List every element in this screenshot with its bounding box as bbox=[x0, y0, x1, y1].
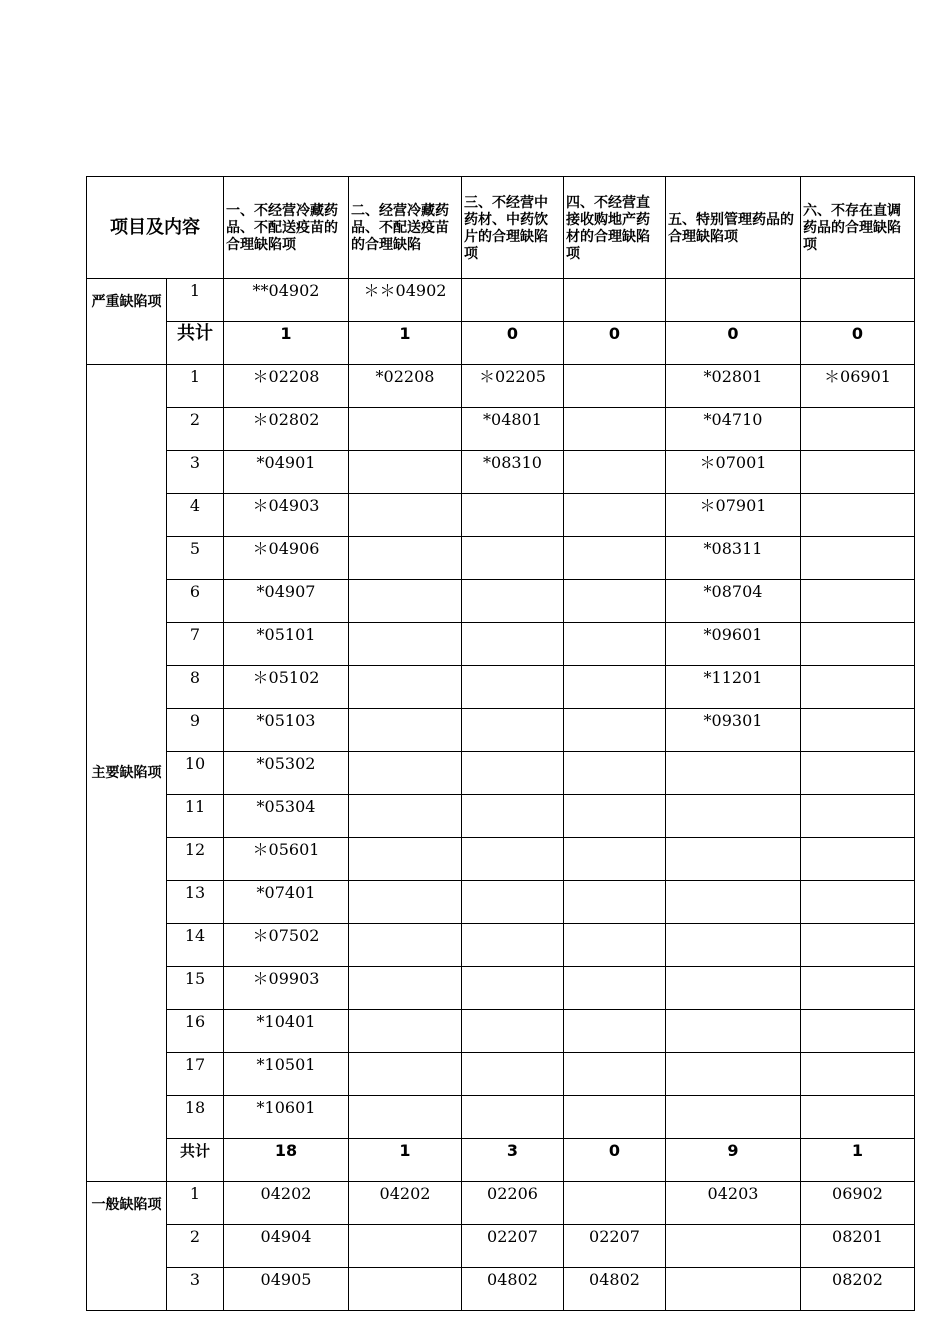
serious-total-row bbox=[87, 322, 915, 365]
defect-code-cell: ＊07001 bbox=[666, 451, 801, 494]
defect-code-cell bbox=[666, 1225, 801, 1268]
row-number: 16 bbox=[167, 1010, 224, 1053]
defect-code-cell: 08201 bbox=[801, 1225, 915, 1268]
total-label: 共计 bbox=[167, 1139, 224, 1182]
defect-code-cell bbox=[462, 752, 564, 795]
defect-code-cell: ＊02205 bbox=[462, 365, 564, 408]
total-label: 共计 bbox=[167, 322, 224, 365]
defect-code-cell bbox=[349, 924, 462, 967]
row-number: 9 bbox=[167, 709, 224, 752]
defect-code-cell bbox=[564, 881, 666, 924]
total-value: 9 bbox=[666, 1139, 801, 1182]
defect-code-cell bbox=[349, 494, 462, 537]
major-row bbox=[87, 537, 915, 580]
major-section-label: 主要缺陷项 bbox=[87, 365, 167, 1182]
general-row bbox=[87, 1182, 915, 1225]
defect-code-cell bbox=[564, 924, 666, 967]
defect-code-cell bbox=[462, 795, 564, 838]
defect-code-cell bbox=[349, 881, 462, 924]
total-value: 0 bbox=[564, 1139, 666, 1182]
defect-code-cell bbox=[349, 1268, 462, 1311]
total-value: 1 bbox=[224, 322, 349, 365]
defect-code-cell: 04802 bbox=[564, 1268, 666, 1311]
total-value: 1 bbox=[349, 1139, 462, 1182]
defect-code-cell bbox=[462, 666, 564, 709]
defect-code-cell bbox=[564, 709, 666, 752]
defect-code-cell bbox=[462, 537, 564, 580]
row-number: 7 bbox=[167, 623, 224, 666]
serious-row bbox=[87, 279, 915, 322]
defect-code-cell: *05304 bbox=[224, 795, 349, 838]
defect-code-cell bbox=[666, 1053, 801, 1096]
row-number: 5 bbox=[167, 537, 224, 580]
defect-code-cell: *04801 bbox=[462, 408, 564, 451]
defect-code-cell bbox=[349, 1010, 462, 1053]
defect-code-cell: 04203 bbox=[666, 1182, 801, 1225]
defect-code-cell: ＊04906 bbox=[224, 537, 349, 580]
row-number: 2 bbox=[167, 408, 224, 451]
defect-code-cell: *09601 bbox=[666, 623, 801, 666]
header-col-2: 二、经营冷藏药品、不配送疫苗的合理缺陷 bbox=[349, 177, 462, 279]
general-row bbox=[87, 1268, 915, 1311]
defect-code-cell bbox=[349, 666, 462, 709]
defect-code-cell bbox=[462, 623, 564, 666]
total-value: 1 bbox=[349, 322, 462, 365]
serious-section-label: 严重缺陷项 bbox=[87, 279, 167, 365]
row-number: 4 bbox=[167, 494, 224, 537]
defect-code-cell bbox=[666, 279, 801, 322]
defect-code-cell: *08704 bbox=[666, 580, 801, 623]
defect-code-cell bbox=[564, 1182, 666, 1225]
major-row bbox=[87, 666, 915, 709]
defect-code-cell bbox=[462, 1010, 564, 1053]
defect-code-cell bbox=[666, 1010, 801, 1053]
defect-code-cell bbox=[801, 1053, 915, 1096]
major-row bbox=[87, 408, 915, 451]
defect-code-cell bbox=[564, 666, 666, 709]
row-number: 18 bbox=[167, 1096, 224, 1139]
major-row bbox=[87, 494, 915, 537]
row-number: 2 bbox=[167, 1225, 224, 1268]
major-total-row bbox=[87, 1139, 915, 1182]
row-number: 11 bbox=[167, 795, 224, 838]
defect-code-cell: 02206 bbox=[462, 1182, 564, 1225]
header-col-6: 六、不存在直调药品的合理缺陷项 bbox=[801, 177, 915, 279]
defect-code-cell bbox=[462, 279, 564, 322]
defect-code-cell bbox=[564, 494, 666, 537]
defect-code-cell: *02208 bbox=[349, 365, 462, 408]
defect-code-cell bbox=[666, 881, 801, 924]
major-row bbox=[87, 967, 915, 1010]
general-section-label: 一般缺陷项 bbox=[87, 1182, 167, 1311]
header-col-1: 一、不经营冷藏药品、不配送疫苗的合理缺陷项 bbox=[224, 177, 349, 279]
defect-code-cell bbox=[666, 795, 801, 838]
defect-code-cell: *02801 bbox=[666, 365, 801, 408]
defect-code-cell bbox=[666, 838, 801, 881]
defect-code-cell: ＊＊04902 bbox=[349, 279, 462, 322]
defect-code-cell bbox=[462, 580, 564, 623]
defect-code-cell bbox=[564, 279, 666, 322]
defect-code-cell: 08202 bbox=[801, 1268, 915, 1311]
defect-code-cell: ＊07901 bbox=[666, 494, 801, 537]
total-value: 0 bbox=[801, 322, 915, 365]
row-number: 6 bbox=[167, 580, 224, 623]
major-row bbox=[87, 924, 915, 967]
major-row bbox=[87, 365, 915, 408]
defect-code-cell: ＊02802 bbox=[224, 408, 349, 451]
row-number: 3 bbox=[167, 1268, 224, 1311]
defect-code-cell bbox=[801, 838, 915, 881]
defect-code-cell bbox=[801, 623, 915, 666]
defect-code-cell bbox=[564, 408, 666, 451]
defect-code-cell: 02207 bbox=[462, 1225, 564, 1268]
total-value: 0 bbox=[564, 322, 666, 365]
defect-code-cell: *10601 bbox=[224, 1096, 349, 1139]
defect-code-cell bbox=[349, 1053, 462, 1096]
defect-code-cell bbox=[349, 451, 462, 494]
defect-code-cell bbox=[564, 623, 666, 666]
defect-code-cell bbox=[462, 838, 564, 881]
defect-code-cell bbox=[666, 967, 801, 1010]
defect-code-cell bbox=[564, 838, 666, 881]
row-number: 1 bbox=[167, 279, 224, 322]
defect-code-cell bbox=[564, 580, 666, 623]
total-value: 3 bbox=[462, 1139, 564, 1182]
major-row bbox=[87, 1010, 915, 1053]
total-value: 0 bbox=[666, 322, 801, 365]
defect-code-cell bbox=[801, 881, 915, 924]
defect-code-cell: *04710 bbox=[666, 408, 801, 451]
major-row bbox=[87, 795, 915, 838]
defect-code-cell: 06902 bbox=[801, 1182, 915, 1225]
defect-code-cell: *04907 bbox=[224, 580, 349, 623]
defect-code-cell bbox=[462, 881, 564, 924]
defect-code-cell bbox=[801, 580, 915, 623]
total-value: 18 bbox=[224, 1139, 349, 1182]
defect-code-cell bbox=[801, 666, 915, 709]
defect-code-cell: 04202 bbox=[349, 1182, 462, 1225]
defect-code-cell bbox=[564, 1096, 666, 1139]
defect-code-cell bbox=[349, 537, 462, 580]
defect-code-cell bbox=[801, 451, 915, 494]
defect-code-cell bbox=[349, 838, 462, 881]
row-number: 1 bbox=[167, 1182, 224, 1225]
major-row bbox=[87, 1096, 915, 1139]
defect-code-cell bbox=[666, 924, 801, 967]
defect-code-cell bbox=[349, 1096, 462, 1139]
defect-code-cell: ＊09903 bbox=[224, 967, 349, 1010]
defect-code-cell: *09301 bbox=[666, 709, 801, 752]
defect-code-cell bbox=[462, 709, 564, 752]
defect-code-cell: 04904 bbox=[224, 1225, 349, 1268]
defect-code-cell: ＊07502 bbox=[224, 924, 349, 967]
defect-code-cell bbox=[801, 924, 915, 967]
header-col-4: 四、不经营直接收购地产药材的合理缺陷项 bbox=[564, 177, 666, 279]
defect-code-cell bbox=[462, 924, 564, 967]
defect-code-cell: 02207 bbox=[564, 1225, 666, 1268]
defect-code-cell bbox=[801, 967, 915, 1010]
row-number: 1 bbox=[167, 365, 224, 408]
major-row bbox=[87, 623, 915, 666]
major-row bbox=[87, 451, 915, 494]
defect-code-cell: *11201 bbox=[666, 666, 801, 709]
defect-code-cell: **04902 bbox=[224, 279, 349, 322]
defect-code-cell: *08310 bbox=[462, 451, 564, 494]
defect-code-cell: *07401 bbox=[224, 881, 349, 924]
defect-code-cell bbox=[349, 1225, 462, 1268]
defect-code-cell bbox=[801, 494, 915, 537]
defect-code-cell bbox=[801, 1096, 915, 1139]
defect-code-cell: 04802 bbox=[462, 1268, 564, 1311]
defect-code-cell bbox=[349, 795, 462, 838]
defect-code-cell bbox=[564, 752, 666, 795]
defect-code-cell bbox=[666, 1268, 801, 1311]
defect-code-cell bbox=[801, 279, 915, 322]
row-number: 8 bbox=[167, 666, 224, 709]
defect-code-cell bbox=[462, 1096, 564, 1139]
defect-code-cell bbox=[801, 408, 915, 451]
defect-code-cell: ＊02208 bbox=[224, 365, 349, 408]
defect-code-cell bbox=[349, 408, 462, 451]
defect-code-cell bbox=[801, 709, 915, 752]
major-row bbox=[87, 752, 915, 795]
row-number: 14 bbox=[167, 924, 224, 967]
defect-code-cell: *05302 bbox=[224, 752, 349, 795]
defect-code-cell bbox=[564, 1010, 666, 1053]
header-row bbox=[87, 177, 915, 279]
defect-code-cell bbox=[564, 795, 666, 838]
defect-code-cell: *10501 bbox=[224, 1053, 349, 1096]
defect-code-cell bbox=[349, 623, 462, 666]
defect-code-cell: *05101 bbox=[224, 623, 349, 666]
row-number: 15 bbox=[167, 967, 224, 1010]
total-value: 0 bbox=[462, 322, 564, 365]
row-number: 3 bbox=[167, 451, 224, 494]
defect-code-cell bbox=[564, 451, 666, 494]
defect-code-cell bbox=[564, 967, 666, 1010]
defect-code-cell: ＊05601 bbox=[224, 838, 349, 881]
defect-code-cell bbox=[349, 967, 462, 1010]
row-number: 10 bbox=[167, 752, 224, 795]
header-col-3: 三、不经营中药材、中药饮片的合理缺陷项 bbox=[462, 177, 564, 279]
defect-code-cell bbox=[666, 1096, 801, 1139]
defect-code-cell: *05103 bbox=[224, 709, 349, 752]
major-row bbox=[87, 881, 915, 924]
defect-code-cell: 04905 bbox=[224, 1268, 349, 1311]
row-number: 13 bbox=[167, 881, 224, 924]
defect-code-cell bbox=[666, 752, 801, 795]
row-number: 17 bbox=[167, 1053, 224, 1096]
defect-code-cell: ＊05102 bbox=[224, 666, 349, 709]
header-corner: 项目及内容 bbox=[87, 177, 224, 279]
major-row bbox=[87, 580, 915, 623]
defect-code-cell bbox=[564, 365, 666, 408]
major-row bbox=[87, 838, 915, 881]
defect-code-cell bbox=[349, 709, 462, 752]
row-number: 12 bbox=[167, 838, 224, 881]
defect-code-cell: ＊06901 bbox=[801, 365, 915, 408]
defect-code-cell bbox=[801, 1010, 915, 1053]
defect-code-cell bbox=[801, 752, 915, 795]
defect-code-cell bbox=[462, 494, 564, 537]
header-col-5: 五、特别管理药品的合理缺陷项 bbox=[666, 177, 801, 279]
defect-items-table bbox=[86, 176, 915, 1311]
defect-code-cell: 04202 bbox=[224, 1182, 349, 1225]
defect-code-cell bbox=[801, 537, 915, 580]
defect-code-cell bbox=[349, 580, 462, 623]
defect-code-cell: *04901 bbox=[224, 451, 349, 494]
major-row bbox=[87, 709, 915, 752]
general-row bbox=[87, 1225, 915, 1268]
total-value: 1 bbox=[801, 1139, 915, 1182]
defect-code-cell bbox=[801, 795, 915, 838]
defect-code-cell bbox=[564, 537, 666, 580]
defect-code-cell: ＊04903 bbox=[224, 494, 349, 537]
defect-code-cell: *08311 bbox=[666, 537, 801, 580]
defect-code-cell bbox=[462, 967, 564, 1010]
defect-code-cell bbox=[349, 752, 462, 795]
defect-code-cell bbox=[564, 1053, 666, 1096]
defect-code-cell: *10401 bbox=[224, 1010, 349, 1053]
major-row bbox=[87, 1053, 915, 1096]
defect-code-cell bbox=[462, 1053, 564, 1096]
